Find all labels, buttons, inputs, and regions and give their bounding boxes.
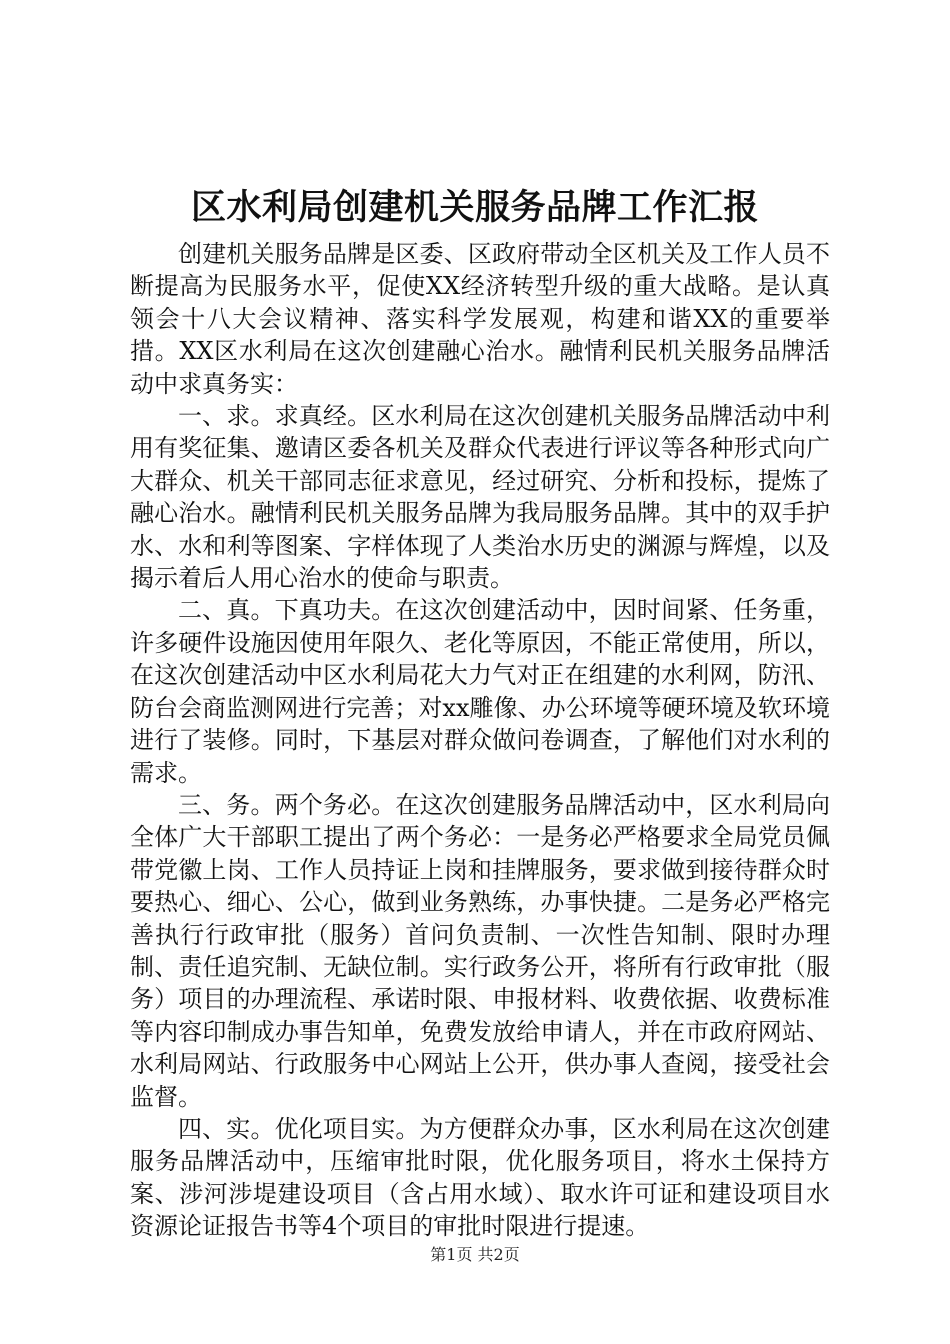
paragraph-section-1: 一、求。求真经。区水利局在这次创建机关服务品牌活动中利用有奖征集、邀请区委各机关及群众代表进行评议等各种形式向广大群众、机关干部同志征求意见，经过研究、分析和投标，提炼了融心治水。融情利民机关服务品牌为我局服务品牌。其中的双手护水、水和利等图案、字样体现了人类治水历史的渊源与辉煌，以及揭示着后人用心治水的使命与职责。 <box>130 402 830 593</box>
page-number-footer: 第1页 共2页 <box>430 1245 520 1264</box>
paragraph-intro: 创建机关服务品牌是区委、区政府带动全区机关及工作人员不断提高为民服务水平，促使XX经济转型升级的重大战略。是认真领会十八大会议精神、落实科学发展观，构建和谐XX的重要举措。XX区水利局在这次创建融心治水。融情利民机关服务品牌活动中求真务实： <box>130 240 830 398</box>
document-body <box>130 238 830 1243</box>
document-title: 区水利局创建机关服务品牌工作汇报 <box>190 187 759 228</box>
paragraph-section-3: 三、务。两个务必。在这次创建服务品牌活动中，区水利局向全体广大干部职工提出了两个务必：一是务必严格要求全局党员佩带党徽上岗、工作人员持证上岗和挂牌服务，要求做到接待群众时要热心、细心、公心，做到业务熟练，办事快捷。二是务必严格完善执行行政审批（服务）首问负责制、一次性告知制、限时办理制、责任追究制、无缺位制。实行政务公开，将所有行政审批（服务）项目的办理流程、承诺时限、申报材料、收费依据、收费标准等内容印制成办事告知单，免费发放给申请人，并在市政府网站、水利局网站、行政服务中心网站上公开，供办事人查阅，接受社会监督。 <box>130 790 830 1111</box>
paragraph-section-4: 四、实。优化项目实。为方便群众办事，区水利局在这次创建服务品牌活动中，压缩审批时限，优化服务项目，将水土保持方案、涉河涉堤建设项目（含占用水域）、取水许可证和建设项目水资源论证报告书等4个项目的审批时限进行提速。 <box>130 1114 830 1241</box>
paragraph-section-2: 二、真。下真功夫。在这次创建活动中，因时间紧、任务重，许多硬件设施因使用年限久、老化等原因，不能正常使用，所以，在这次创建活动中区水利局花大力气对正在组建的水利网，防汛、防台会商监测网进行完善；对xx雕像、办公环境等硬环境及软环境进行了装修。同时，下基层对群众做问卷调查，了解他们对水利的需求。 <box>130 596 830 787</box>
